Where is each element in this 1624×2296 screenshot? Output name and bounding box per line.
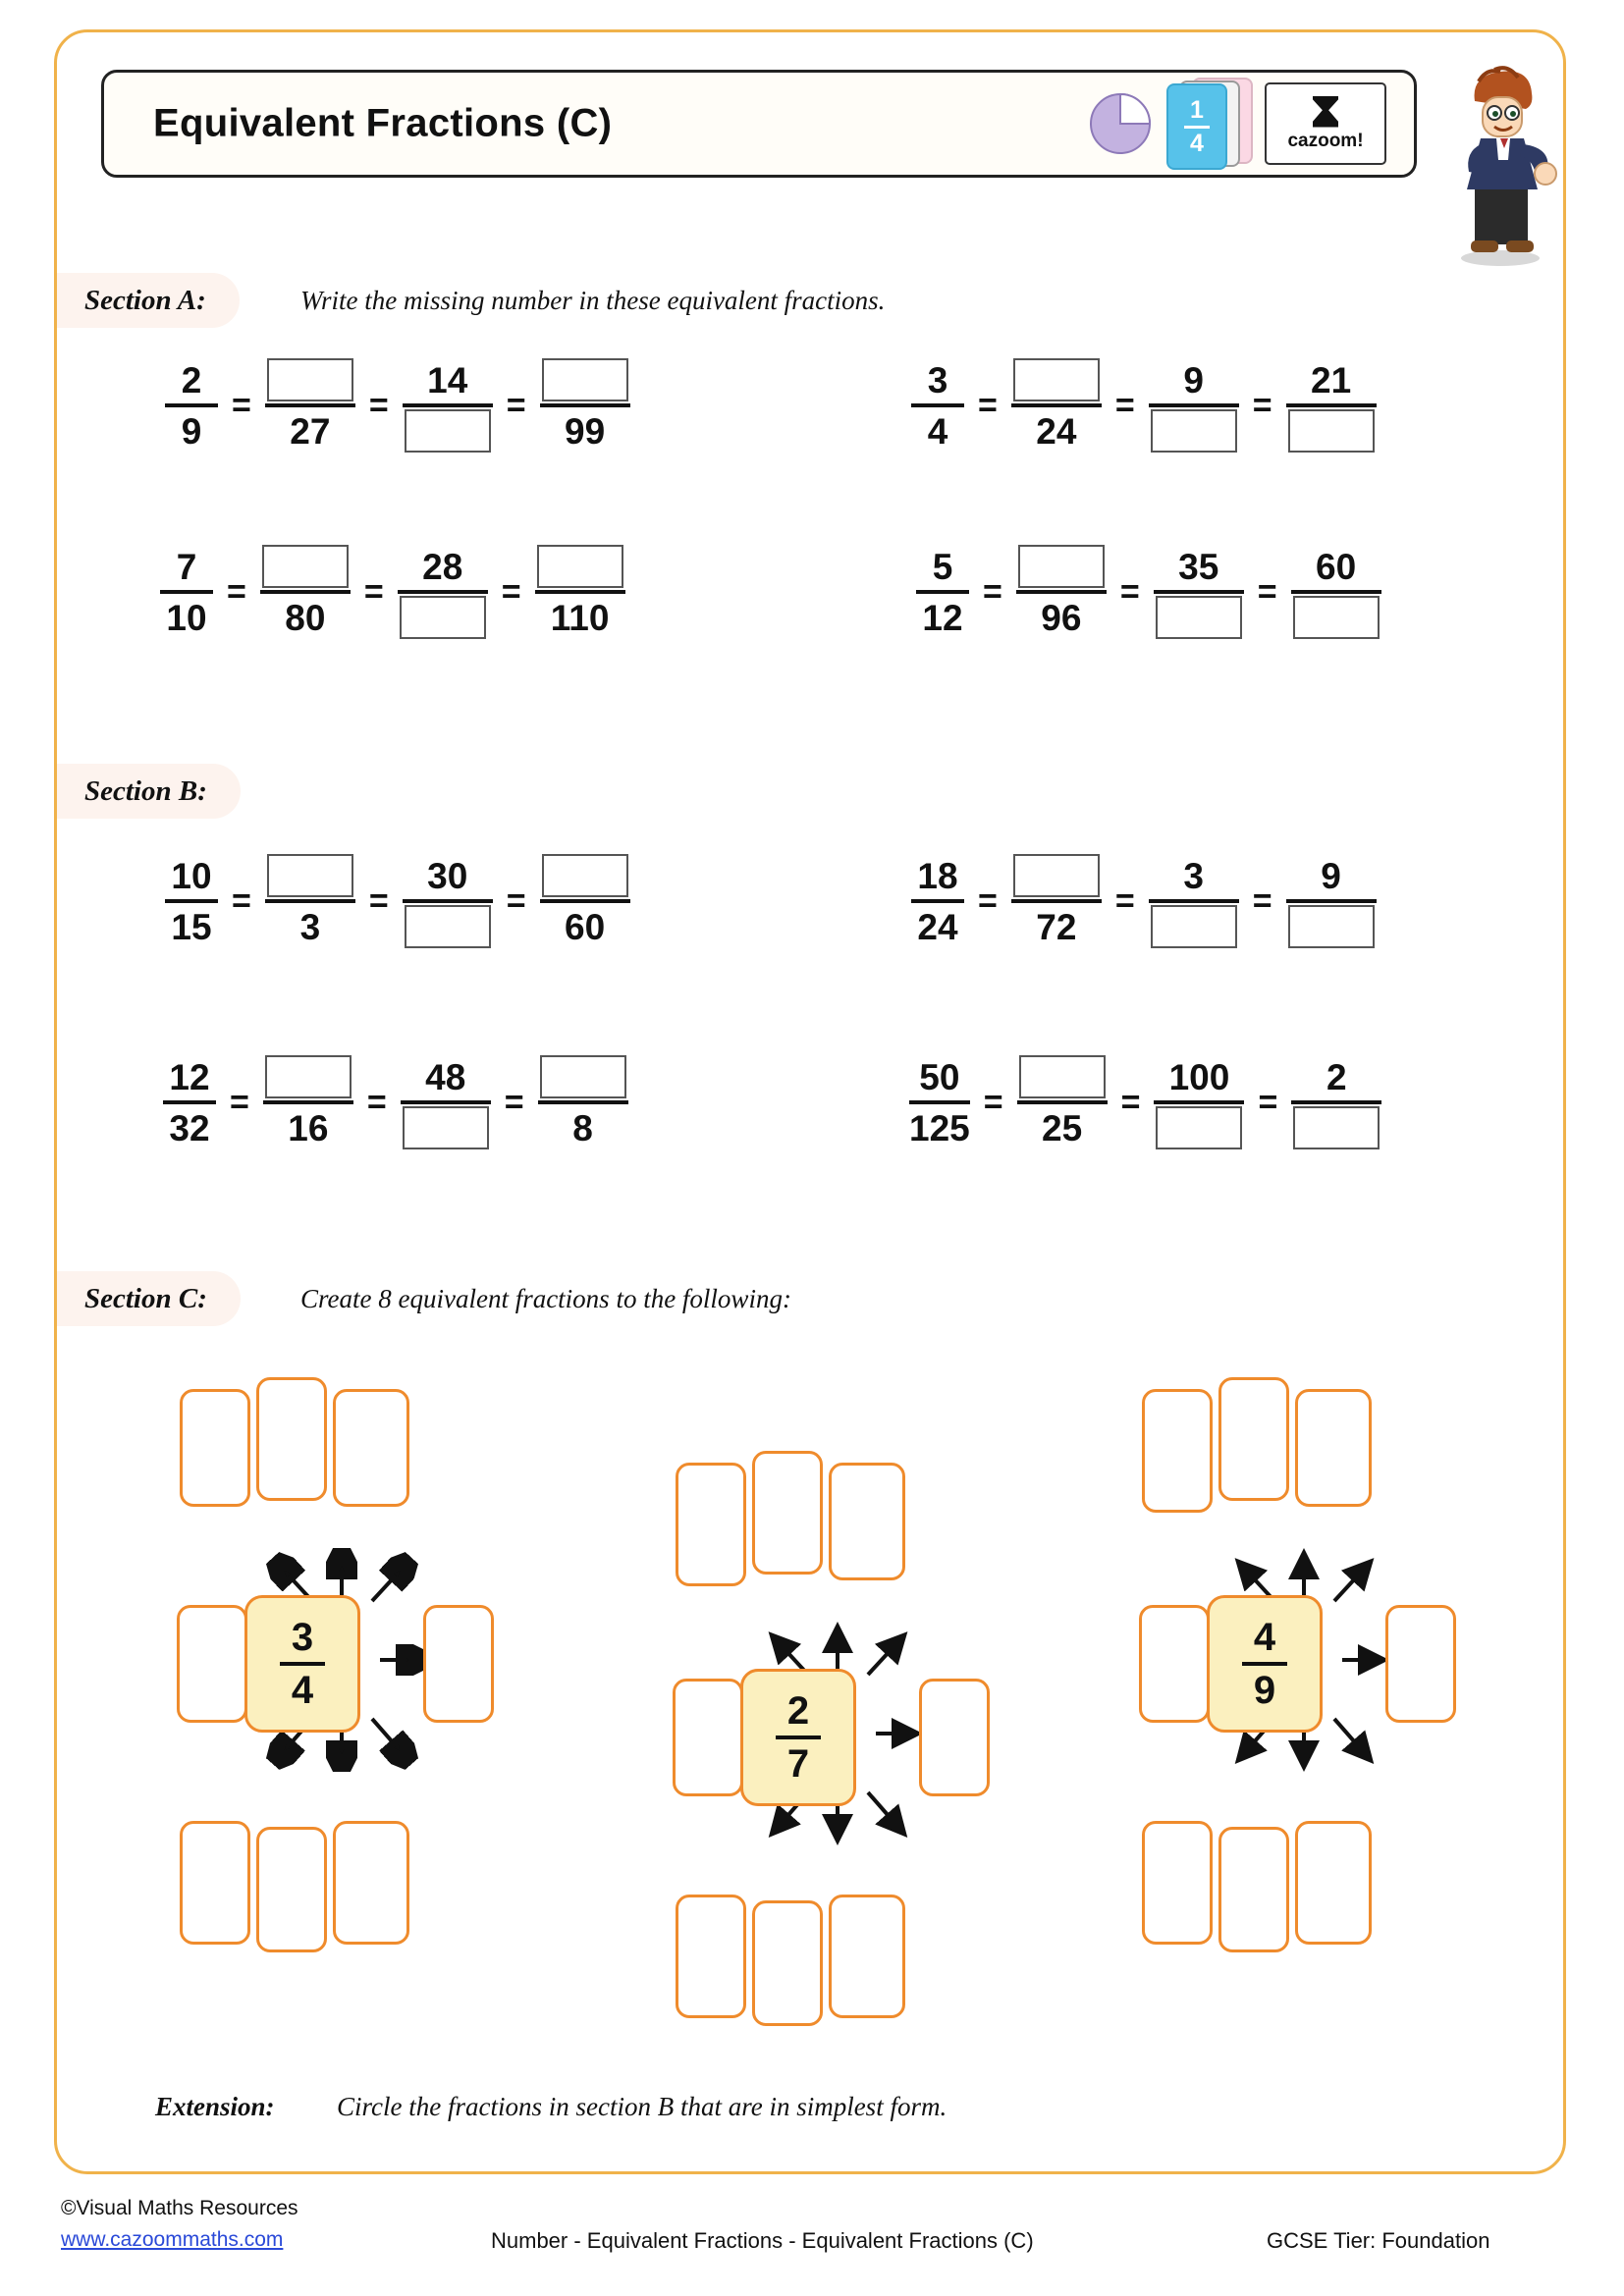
- numerator: 7: [176, 546, 197, 587]
- equals-sign: =: [506, 386, 526, 424]
- numerator-blank[interactable]: [1011, 356, 1102, 403]
- numerator: 60: [1316, 546, 1357, 587]
- equals-sign: =: [1258, 1083, 1278, 1121]
- denominator-blank[interactable]: [403, 407, 493, 454]
- fraction-card-stack: [1166, 78, 1251, 170]
- answer-box[interactable]: [752, 1900, 823, 2026]
- numerator: 2: [1326, 1056, 1347, 1097]
- answer-box[interactable]: [1139, 1605, 1210, 1723]
- numerator: 18: [917, 855, 958, 896]
- fraction: [1154, 543, 1244, 641]
- denominator: 125: [909, 1107, 970, 1148]
- fraction: [1154, 1053, 1244, 1151]
- answer-box[interactable]: [829, 1463, 905, 1580]
- answer-box[interactable]: [256, 1827, 327, 1952]
- chain-b1-right: [911, 852, 1377, 950]
- fraction: [265, 356, 355, 454]
- numerator-blank[interactable]: [265, 356, 355, 403]
- answer-box: [267, 854, 353, 897]
- numerator: 35: [1178, 546, 1219, 587]
- fraction: [909, 1053, 970, 1151]
- denominator: 15: [171, 906, 212, 947]
- denominator: 24: [917, 906, 958, 947]
- denominator: 9: [1253, 1669, 1276, 1712]
- numerator-blank[interactable]: [540, 852, 630, 899]
- section-c-instruction: Create 8 equivalent fractions to the following:: [300, 1284, 791, 1313]
- denominator: 7: [786, 1742, 810, 1786]
- equals-sign: =: [368, 881, 389, 920]
- numerator: 2: [181, 359, 202, 400]
- equals-sign: =: [232, 881, 251, 920]
- fraction: [540, 356, 630, 454]
- denominator: 9: [181, 410, 202, 452]
- equals-sign: =: [504, 1083, 524, 1121]
- denominator: 110: [550, 597, 610, 638]
- equals-sign: =: [506, 881, 526, 920]
- cazoom-logo: [1265, 82, 1386, 165]
- fraction: [1016, 543, 1107, 641]
- numerator: 3: [927, 359, 948, 400]
- section-c-label: Section C:: [57, 1271, 241, 1326]
- numerator: 21: [1311, 359, 1352, 400]
- center-fraction-3: [1207, 1595, 1323, 1733]
- denominator: 96: [1041, 597, 1082, 638]
- numerator: 2: [786, 1689, 810, 1733]
- fraction: [911, 852, 964, 950]
- denominator-blank[interactable]: [1291, 1104, 1381, 1151]
- numerator-blank[interactable]: [540, 356, 630, 403]
- answer-box: [1151, 905, 1237, 948]
- fraction: [160, 543, 213, 641]
- fraction: [401, 1053, 491, 1151]
- equivalent-fraction-diagram-1: [180, 1377, 504, 2045]
- answer-box: [405, 409, 491, 453]
- equals-sign: =: [1257, 572, 1277, 611]
- denominator: 3: [299, 906, 321, 947]
- footer-website-link[interactable]: www.cazoommaths.com: [61, 2228, 284, 2251]
- section-a-label: Section A:: [57, 273, 240, 328]
- numerator: 3: [291, 1616, 314, 1659]
- fraction: [1291, 1053, 1381, 1151]
- answer-box[interactable]: [180, 1389, 250, 1507]
- answer-box[interactable]: [673, 1679, 743, 1796]
- center-fraction-2: [740, 1669, 856, 1806]
- worksheet-page: [54, 29, 1566, 2174]
- equals-sign: =: [983, 1083, 1003, 1121]
- fraction: [260, 543, 351, 641]
- equals-sign: =: [1252, 386, 1272, 424]
- numerator: 30: [427, 855, 468, 896]
- equals-sign: =: [501, 572, 521, 611]
- fraction: [165, 356, 218, 454]
- answer-box: [262, 545, 349, 588]
- denominator-blank[interactable]: [1149, 903, 1239, 950]
- answer-box[interactable]: [1295, 1389, 1372, 1507]
- denominator: 4: [927, 410, 948, 452]
- denominator-blank[interactable]: [398, 594, 488, 641]
- answer-box[interactable]: [1142, 1389, 1213, 1513]
- answer-box[interactable]: [333, 1821, 409, 1945]
- answer-box[interactable]: [1295, 1821, 1372, 1945]
- equals-sign: =: [978, 881, 998, 920]
- chain-b2-right: [909, 1053, 1381, 1151]
- answer-box[interactable]: [829, 1895, 905, 2018]
- numerator: 28: [422, 546, 463, 587]
- denominator: 10: [166, 597, 207, 638]
- answer-box: [1293, 596, 1380, 639]
- numerator-blank[interactable]: [538, 1053, 628, 1100]
- answer-box[interactable]: [752, 1451, 823, 1575]
- denominator: 25: [1042, 1107, 1083, 1148]
- hourglass-icon: [1313, 96, 1338, 128]
- numerator-blank[interactable]: [260, 543, 351, 590]
- equals-sign: =: [978, 386, 998, 424]
- denominator-blank[interactable]: [1291, 594, 1381, 641]
- denominator-blank[interactable]: [1286, 903, 1377, 950]
- answer-box[interactable]: [1218, 1827, 1289, 1952]
- card-front-fraction: [1166, 83, 1227, 170]
- denominator: 16: [288, 1107, 329, 1148]
- denominator: 80: [285, 597, 326, 638]
- equals-sign: =: [1119, 572, 1140, 611]
- chain-b2-left: [163, 1053, 628, 1151]
- answer-box[interactable]: [423, 1605, 494, 1723]
- fraction: [403, 852, 493, 950]
- fraction: [403, 356, 493, 454]
- equals-sign: =: [1120, 1083, 1141, 1121]
- answer-box[interactable]: [180, 1821, 250, 1945]
- fraction: [1286, 356, 1377, 454]
- fraction: [1011, 356, 1102, 454]
- mascot-illustration: [1435, 54, 1573, 270]
- answer-box[interactable]: [256, 1377, 327, 1501]
- denominator-blank[interactable]: [1149, 407, 1239, 454]
- answer-box: [1019, 1055, 1106, 1098]
- fraction: [398, 543, 488, 641]
- equals-sign: =: [1114, 386, 1135, 424]
- answer-box: [1018, 545, 1105, 588]
- answer-box[interactable]: [1385, 1605, 1456, 1723]
- fraction: [1149, 852, 1239, 950]
- footer-topic: Number - Equivalent Fractions - Equivalent Fractions (C): [491, 2228, 1034, 2253]
- equals-sign: =: [230, 1083, 249, 1121]
- answer-box: [1288, 905, 1375, 948]
- numerator-blank[interactable]: [263, 1053, 353, 1100]
- page-title: Equivalent Fractions (C): [153, 101, 613, 145]
- equals-sign: =: [368, 386, 389, 424]
- fraction: [1291, 543, 1381, 641]
- numerator: 14: [427, 359, 468, 400]
- section-a-instruction: Write the missing number in these equivalent fractions.: [300, 286, 886, 315]
- card-fraction-bar: [1184, 126, 1210, 129]
- brand-name: cazoom!: [1287, 130, 1364, 151]
- denominator: 72: [1036, 906, 1077, 947]
- equals-sign: =: [363, 572, 384, 611]
- chain-a2-right: [916, 543, 1381, 641]
- fraction: [263, 1053, 353, 1151]
- denominator-blank[interactable]: [1154, 1104, 1244, 1151]
- numerator-blank[interactable]: [1011, 852, 1102, 899]
- section-b-label: Section B:: [57, 764, 241, 819]
- numerator: 3: [1183, 855, 1204, 896]
- answer-box: [400, 596, 486, 639]
- answer-box: [1013, 358, 1100, 401]
- numerator-blank[interactable]: [265, 852, 355, 899]
- title-bar: [101, 70, 1417, 178]
- numerator: 10: [171, 855, 212, 896]
- equals-sign: =: [1114, 881, 1135, 920]
- answer-box: [1288, 409, 1375, 453]
- answer-box: [542, 358, 628, 401]
- logo-group: [1088, 78, 1386, 170]
- chain-a2-left: [160, 543, 625, 641]
- numerator: 9: [1183, 359, 1204, 400]
- answer-box: [405, 905, 491, 948]
- answer-box: [265, 1055, 352, 1098]
- fraction: [540, 852, 630, 950]
- answer-box: [537, 545, 623, 588]
- numerator-blank[interactable]: [1017, 1053, 1108, 1100]
- denominator: 32: [169, 1107, 210, 1148]
- equals-sign: =: [232, 386, 251, 424]
- numerator: 48: [425, 1056, 466, 1097]
- numerator: 100: [1168, 1056, 1230, 1097]
- fraction: [535, 543, 625, 641]
- fraction: [916, 543, 969, 641]
- fraction: [1017, 1053, 1108, 1151]
- answer-box: [1013, 854, 1100, 897]
- denominator: 12: [922, 597, 963, 638]
- answer-box: [1156, 596, 1242, 639]
- denominator: 4: [291, 1669, 314, 1712]
- denominator-blank[interactable]: [403, 903, 493, 950]
- chain-a1-right: [911, 356, 1377, 454]
- denominator: 99: [565, 410, 606, 452]
- fraction: [163, 1053, 216, 1151]
- answer-box: [403, 1106, 489, 1149]
- equals-sign: =: [1252, 881, 1272, 920]
- answer-box[interactable]: [1142, 1821, 1213, 1945]
- extension-label: Extension:: [155, 2092, 275, 2121]
- fraction: [911, 356, 964, 454]
- card-numerator: 1: [1190, 95, 1204, 124]
- denominator: 60: [565, 906, 606, 947]
- numerator: 9: [1321, 855, 1341, 896]
- numerator-blank[interactable]: [535, 543, 625, 590]
- footer-copyright: ©Visual Maths Resources: [61, 2197, 298, 2219]
- equals-sign: =: [366, 1083, 387, 1121]
- answer-box[interactable]: [676, 1895, 746, 2018]
- answer-box[interactable]: [177, 1605, 247, 1723]
- fraction: [1011, 852, 1102, 950]
- answer-box[interactable]: [333, 1389, 409, 1507]
- equivalent-fraction-diagram-3: [1142, 1377, 1466, 2045]
- numerator: 12: [169, 1056, 210, 1097]
- extension-instruction: Circle the fractions in section B that are in simplest form.: [337, 2092, 947, 2121]
- answer-box: [267, 358, 353, 401]
- answer-box[interactable]: [1218, 1377, 1289, 1501]
- chain-a1-left: [165, 356, 630, 454]
- fraction-bar: [1242, 1662, 1287, 1666]
- numerator-blank[interactable]: [1016, 543, 1107, 590]
- denominator-blank[interactable]: [1154, 594, 1244, 641]
- fraction: [1286, 852, 1377, 950]
- denominator: 24: [1036, 410, 1077, 452]
- equals-sign: =: [983, 572, 1002, 611]
- answer-box[interactable]: [919, 1679, 990, 1796]
- fraction: [265, 852, 355, 950]
- answer-box: [540, 1055, 626, 1098]
- denominator-blank[interactable]: [401, 1104, 491, 1151]
- denominator-blank[interactable]: [1286, 407, 1377, 454]
- numerator: 5: [932, 546, 953, 587]
- equivalent-fraction-diagram-2: [676, 1451, 1000, 2118]
- numerator: 4: [1253, 1616, 1276, 1659]
- answer-box[interactable]: [676, 1463, 746, 1586]
- denominator: 27: [290, 410, 331, 452]
- fraction: [1149, 356, 1239, 454]
- answer-box: [1156, 1106, 1242, 1149]
- footer-tier: GCSE Tier: Foundation: [1267, 2228, 1490, 2253]
- center-fraction-1: [244, 1595, 360, 1733]
- chain-b1-left: [165, 852, 630, 950]
- card-denominator: 4: [1190, 129, 1204, 157]
- fraction: [538, 1053, 628, 1151]
- fraction-bar: [280, 1662, 325, 1666]
- answer-box: [1293, 1106, 1380, 1149]
- equals-sign: =: [227, 572, 246, 611]
- pie-chart-icon: [1088, 91, 1153, 156]
- fraction-bar: [776, 1735, 821, 1739]
- fraction: [165, 852, 218, 950]
- answer-box: [542, 854, 628, 897]
- numerator: 50: [919, 1056, 960, 1097]
- answer-box: [1151, 409, 1237, 453]
- denominator: 8: [572, 1107, 593, 1148]
